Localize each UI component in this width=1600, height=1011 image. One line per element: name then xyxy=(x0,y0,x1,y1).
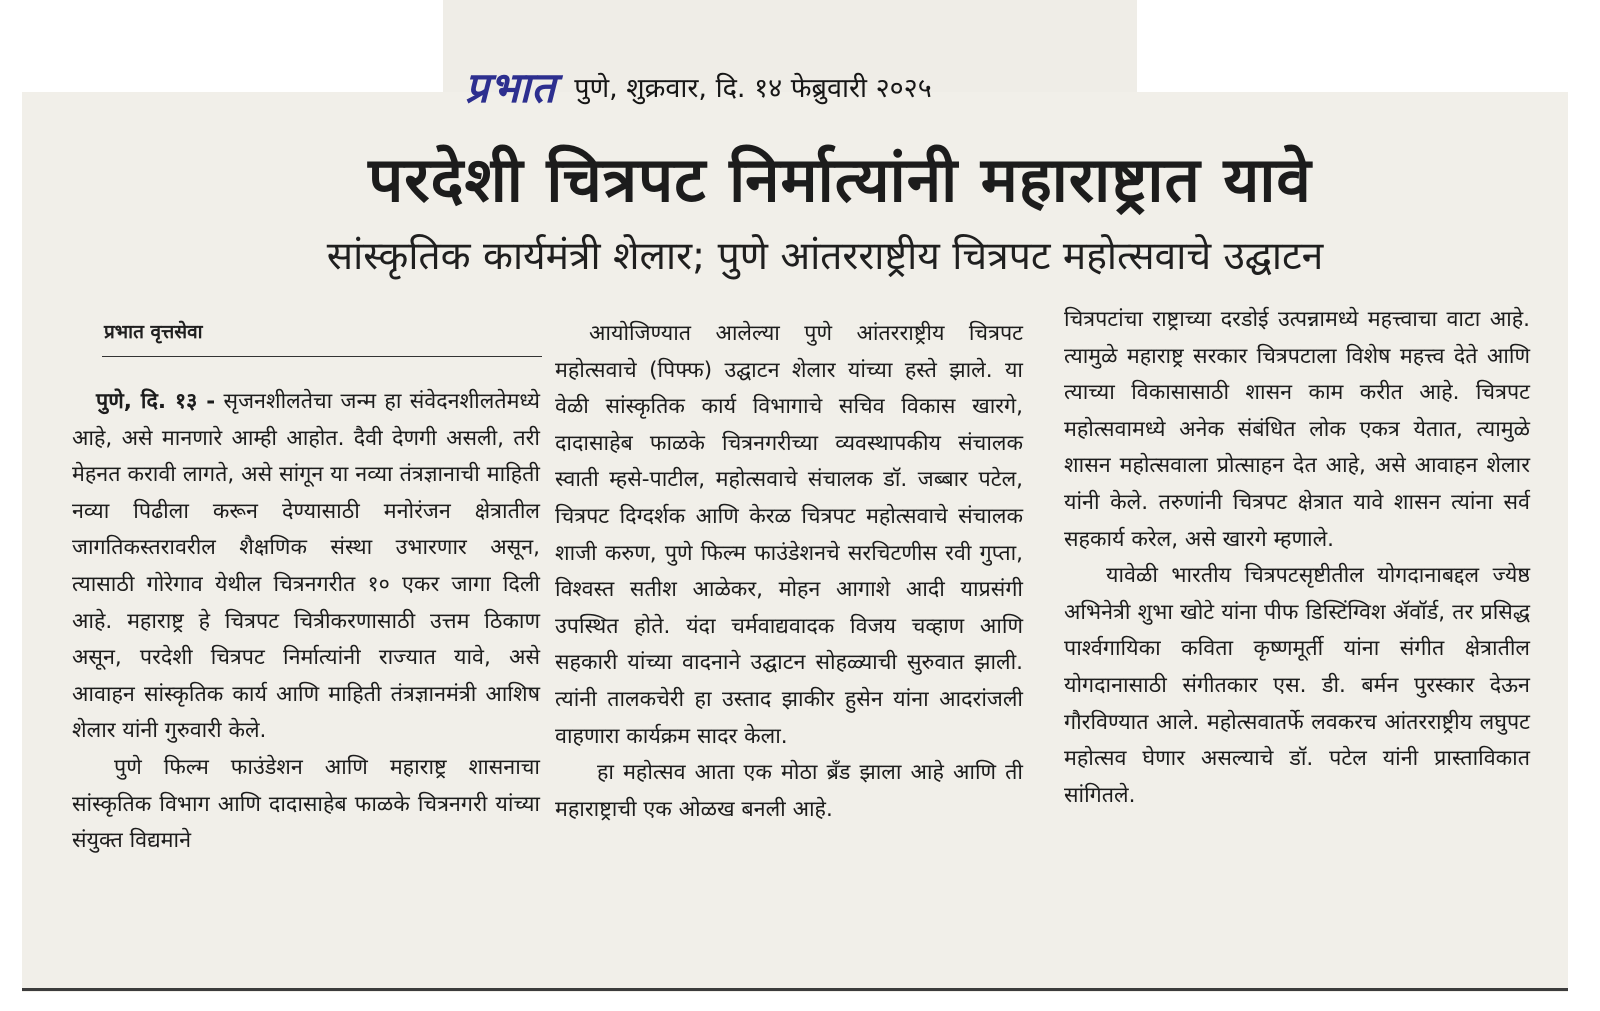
article-paragraph: यावेळी भारतीय चित्रपटसृष्टीतील योगदानाबद्दल ज्येष्ठ अभिनेत्री शुभा खोटे यांना पीफ डिस्टिंग्विश ॲवॉर्ड, तर प्रसिद्ध पार्श्वगायिका कविता कृष्णमूर्ती यांना संगीत क्षेत्रातील योगदानासाठी संगीतकार एस. डी. बर्मन पुरस्कार देऊन गौरविण्यात आले. महोत्सवातर्फे लवकरच आंतरराष्ट्रीय लघुपट महोत्सव घेणार असल्याचे डॉ. पटेल यांनी प्रास्ताविकात सांगितले. xyxy=(1064,563,1530,808)
article-column-3 xyxy=(1064,302,1530,814)
bottom-rule xyxy=(22,988,1568,991)
subheadline: सांस्कृतिक कार्यमंत्री शेलार; पुणे आंतरराष्ट्रीय चित्रपट महोत्सवाचे उद्घाटन xyxy=(326,234,1324,279)
article-paragraph: पुणे फिल्म फाउंडेशन आणि महाराष्ट्र शासनाचा सांस्कृतिक विभाग आणि दादासाहेब फाळके चित्रनगरी यांच्या संयुक्त विद्यमाने xyxy=(72,754,540,854)
article-paragraph xyxy=(72,384,540,750)
article-column-1 xyxy=(72,384,540,860)
article-column-2 xyxy=(555,316,1023,828)
byline-divider xyxy=(102,356,542,357)
masthead xyxy=(465,58,1125,114)
issue-dateline: पुणे, शुक्रवार, दि. १४ फेब्रुवारी २०२५ xyxy=(574,72,932,104)
newspaper-logo: प्रभात xyxy=(465,62,557,112)
headline: परदेशी चित्रपट निर्मात्यांनी महाराष्ट्रात यावे xyxy=(368,143,1312,216)
article-paragraph: चित्रपटांचा राष्ट्राच्या दरडोई उत्पन्नामध्ये महत्त्वाचा वाटा आहे. त्यामुळे महाराष्ट्र सरकार चित्रपटाला विशेष महत्त्व देते आणि त्याच्या विकासासाठी शासन काम करीत आहे. चित्रपट महोत्सवामध्ये अनेक संबंधित लोक एकत्र येतात, त्यामुळे शासन महोत्सवाला प्रोत्साहन देत आहे, असे आवाहन शेलार यांनी केले. तरुणांनी चित्रपट क्षेत्रात यावे शासन त्यांना सर्व सहकार्य करेल, असे खारगे म्हणाले. xyxy=(1064,307,1530,552)
paragraph-text: सृजनशीलतेचा जन्म हा संवेदनशीलतेमध्ये आहे, असे मानणारे आम्ही आहोत. दैवी देणगी असली, तरी मेहनत करावी लागते, असे सांगून या नव्या तंत्रज्ञानाची माहिती नव्या पिढीला करून देण्यासाठी मनोरंजन क्षेत्रातील जागतिकस्तरावरील शैक्षणिक संस्था उभारणार असून, त्यासाठी गोरेगाव येथील चित्रनगरीत १० एकर जागा दिली आहे. महाराष्ट्र हे चित्रपट चित्रीकरणासाठी उत्तम ठिकाण असून, परदेशी चित्रपट निर्मात्यांनी राज्यात यावे, असे आवाहन सांस्कृतिक कार्य आणि माहिती तंत्रज्ञानमंत्री आशिष शेलार यांनी गुरुवारी केले. xyxy=(72,389,540,744)
dateline-lead: पुणे, दि. १३ - xyxy=(96,389,216,414)
article-paragraph: हा महोत्सव आता एक मोठा ब्रँड झाला आहे आणि ती महाराष्ट्राची एक ओळख बनली आहे. xyxy=(555,760,1023,822)
article-paragraph: आयोजिण्यात आलेल्या पुणे आंतरराष्ट्रीय चित्रपट महोत्सवाचे (पिफ्फ) उद्घाटन शेलार यांच्या हस्ते झाले. या वेळी सांस्कृतिक कार्य विभागाचे सचिव विकास खारगे, दादासाहेब फाळके चित्रनगरीच्या व्यवस्थापकीय संचालक स्वाती म्हसे-पाटील, महोत्सवाचे संचालक डॉ. जब्बार पटेल, चित्रपट दिग्दर्शक आणि केरळ चित्रपट महोत्सवाचे संचालक शाजी करुण, पुणे फिल्म फाउंडेशनचे सरचिटणीस रवी गुप्ता, विश्वस्त सतीश आळेकर, मोहन आगाशे आदी याप्रसंगी उपस्थित होते. यंदा चर्मवाद्यवादक विजय चव्हाण आणि सहकारी यांच्या वादनाने उद्घाटन सोहळ्याची सुरुवात झाली. त्यांनी तालकचेरी हा उस्ताद झाकीर हुसेन यांना आदरांजली वाहणारा कार्यक्रम सादर केला. xyxy=(555,321,1023,749)
byline: प्रभात वृत्तसेवा xyxy=(104,321,203,343)
